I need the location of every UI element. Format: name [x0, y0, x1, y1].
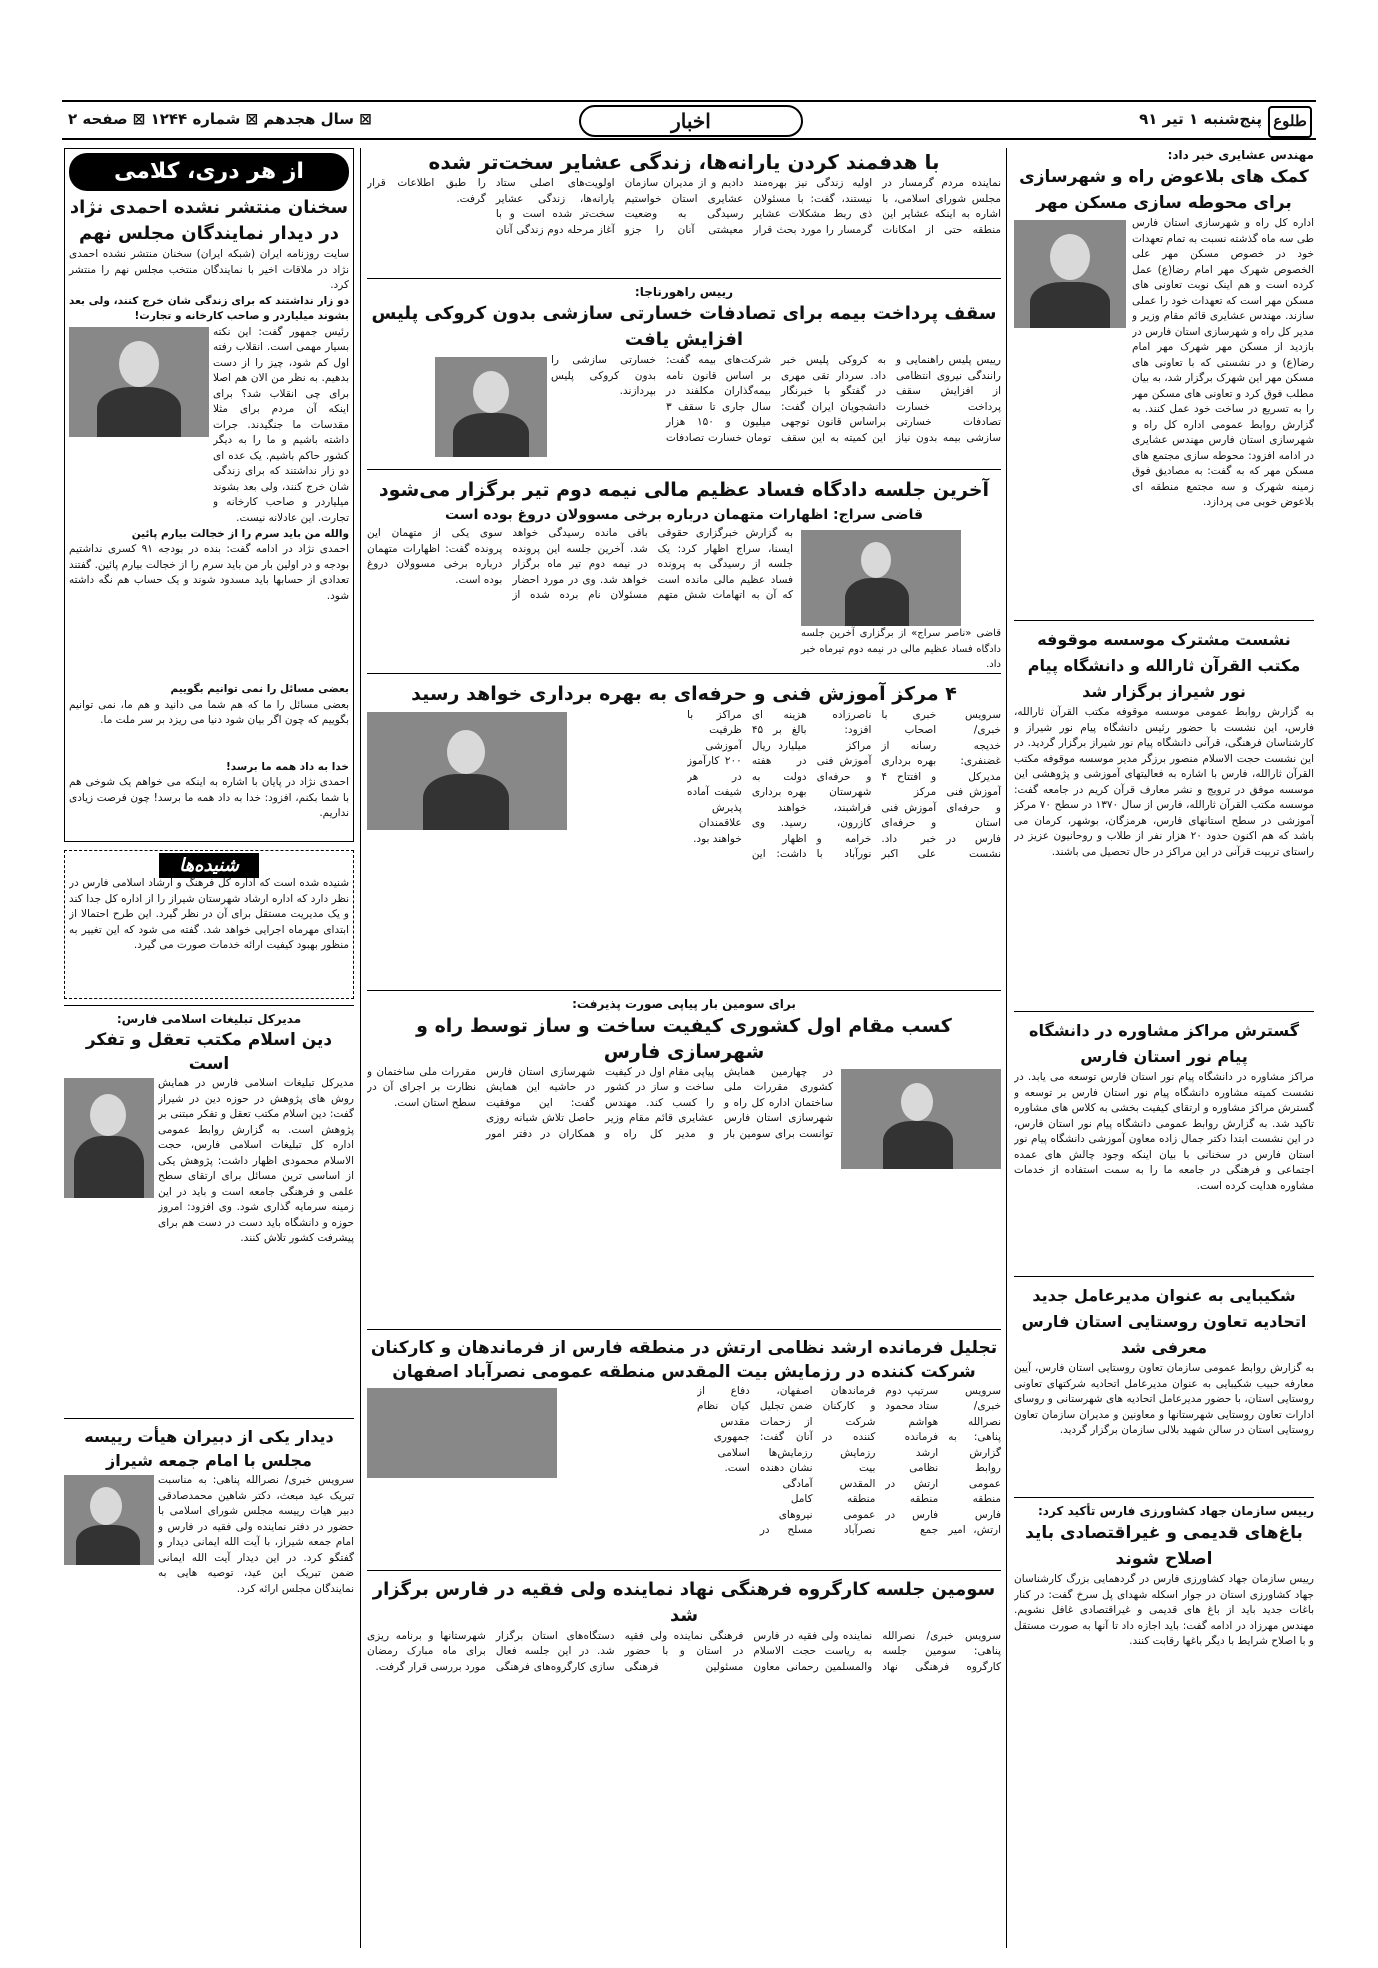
photo-block — [801, 530, 1001, 673]
news-photo — [367, 712, 567, 830]
rumors-title: شنیده‌ها — [159, 853, 259, 878]
article-body: اداره کل راه و شهرسازی استان فارس طی سه ماه گذشته نسبت به تمام تعهدات خود در خصوص مسکن مهر علی الخصوص شهرک مهر امام رضا(ع) عمل کرده است و هم اینک نوبت تعاونی های مسکن مهر است که تعهدات خود را عملی سازند. مهندس عشایری قائم مقام وزیر و مدیر کل راه و شهرسازی استان فارس در بازدید از مسکن مهر شهرک مهر امام رضا(ع) و در نشستی که با تعاونی های مسکن مهر این شهرک برگزار شد، به بیان مطلب فوق کرد و تعاونی های مسکن مهر را به تسریع در ساخت خود عمل کنند. به گزارش روابط عمومی اداره کل راه و شهرسازی استان فارس مهندس عشایری در ادامه افزود: محوطه سازی مجتمع های مسکن مهر که به گفت: به مصادیق فوق زمینه شهرک و سه مجتمع منطقه ای بلاعوض خوبی می پردازد. — [1132, 217, 1314, 508]
article-subhead: خدا به داد همه ما برسد! — [226, 760, 349, 773]
article-kicker: مهندس عشایری خبر داد: — [1167, 148, 1314, 162]
article-title: ۴ مرکز آموزش فنی و حرفه‌ای به بهره برداری خواهد رسید — [411, 682, 957, 705]
article-title: دیدار یکی از دبیران هیأت رییسه مجلس با امام جمعه شیراز — [84, 1427, 334, 1470]
left-column — [64, 148, 354, 1623]
section-title: اخبار — [579, 105, 803, 137]
article-title: کسب مقام اول کشوری کیفیت ساخت و ساز توسط راه و شهرسازی فارس — [416, 1014, 952, 1063]
article-title: سومین جلسه کارگروه فرهنگی نهاد نماینده ولی فقیه در فارس برگزار شد — [372, 1578, 996, 1626]
article-body: رییس پلیس راهنمایی و رانندگی نیروی انتظامی از افزایش سقف پرداخت خسارت تصادفات خسارتی سازشی بیمه بدون نیاز به کروکی پلیس خبر داد. سردار تقی مهری در گفتگو با خبرنگار دانشجویان ایران گفت: براساس قانون توجهی این کمیته به این سقف شرکت‌های بیمه گفت: بر اساس قانون نامه بیمه‌گذاران مکلفند در سال جاری تا سقف ۳ میلیون و ۱۵۰ هزار تومان خسارت تصادفات خسارتی سازشی را بدون کروکی پلیس بپردازند. — [551, 354, 1001, 444]
news-photo — [1014, 220, 1126, 328]
news-photo — [69, 327, 209, 437]
lead-title: با هدفمند کردن یارانه‌ها، زندگی عشایر سخت‌تر شده — [428, 150, 940, 174]
article-subhead: بعضی مسائل را نمی توانیم بگوییم — [170, 683, 349, 695]
article-title: دین اسلام مکتب تعقل و تفکر است — [85, 1030, 333, 1074]
article-body: احمدی نژاد در ادامه گفت: بنده در بودجه ۹۱ کسری نداشتیم بودجه و در اولین بار من باید سرم را از خجالت بیارم پائین. گفتند تعدادی از حسابها باید مسدود شوند و یک حساب هم نگه داشته شود. — [69, 543, 349, 602]
article-body: سرویس خبری/ نصرالله پناهی: سومین جلسه کارگروه فرهنگی نهاد نماینده ولی فقیه در فارس به ریاست حجت الاسلام والمسلمین رحمانی معاون فرهنگی نماینده ولی فقیه در استان و با حضور مسئولین فرهنگی دستگاه‌های استان برگزار شد. در این جلسه فعال سازی کارگروه‌های فرهنگی شهرستانها و برنامه ریزی برای ماه مبارک رمضان مورد بررسی قرار گرفت. — [367, 1629, 1001, 1673]
article-title: نشست مشترک موسسه موقوفه مکتب القرآن ثارالله و دانشگاه پیام نور شیراز برگزار شد — [1027, 630, 1301, 701]
article-body: رییس سازمان جهاد کشاورزی فارس در گردهمایی بزرگ کارشناسان جهاد کشاورزی استان در جوار اسکله شهدای پل سرخ گفت: در کنار باغات جدید باید از باغ های قدیمی و غیراقتصادی غافل نشویم. مهندس مهرزاد در ادامه گفت: باید اجازه داد تا آنها به صورت مستقل و با اصلاح شرایط با دیگر باغها رقابت کنند. — [1014, 1573, 1314, 1647]
news-photo — [64, 1475, 154, 1565]
center-column — [367, 148, 1001, 1735]
article-body: مراکز مشاوره در دانشگاه پیام نور استان فارس توسعه می یابد. در نشست کمیته مشاوره دانشگاه پیام نور استان فارس بر توسعه و گسترش مراکز مشاوره و ارتقای کیفیت بخشی به کلاس های مشاوره تاکید شد. به گزارش روابط عمومی دانشگاه پیام نور استان فارس، در این نشست ابتدا دکتر جمال زاده معاون آموزشی دانشگاه پیام نور استان فارس در سخنانی با بیان اینکه وجود چالش های عمده اجتماعی و فرهنگی در جامعه ما را به سمت استفاده از خدمات مشاوره هدایت کرده است. — [1014, 1071, 1314, 1192]
masthead — [62, 100, 1316, 140]
article-body: سرویس خبری/ خدیجه غضنفری: مدیرکل آموزش فنی و حرفه‌ای استان فارس در نشست خبری با اصحاب رسانه از بهره برداری و افتتاح ۴ مرکز آموزش فنی و حرفه‌ای خبر داد. علی اکبر ناصرزاده افزود: مراکز آموزش فنی و حرفه‌ای شهرستان فراشبند، کازرون، خرامه و نورآباد با هزینه ای بالغ بر ۴۵ میلیارد ریال در هفته دولت به بهره برداری خواهند رسید. وی اظهار داشت: این مراکز با ظرفیت آموزشی ۲۰۰ کارآموز در هر شیفت آماده پذیرش علاقمندان خواهند بود. — [687, 708, 1001, 860]
article-lead: سایت روزنامه ایران (شبکه ایران) سخنان منتشر نشده احمدی نژاد در ملاقات اخیر با نمایندگان منتخب مجلس نهم را منتشر کرد. — [69, 248, 349, 291]
article-kicker: مدیرکل تبلیغات اسلامی فارس: — [116, 1012, 302, 1026]
article-kicker: رییس راهورناجا: — [634, 285, 734, 299]
article-body: به گزارش روابط عمومی موسسه موقوفه مکتب القرآن ثارالله، فارس، این نشست با حضور رئیس دانشگاه پیام نور شیراز و کارشناسان فرهنگی، قرآنی دانشگاه پیام نور شیراز برگزار گردید. در این نشست حجت الاسلام منصور برزگر مدیر موسسه موقوفه مکتب القرآن ثارالله، فارس با اشاره به فعالیتهای آموزشی و پژوهشی این موسسه موفق در ترویج و نشر معارف قرآن کریم در جامعه گفت: موسسه مکتب القرآن ثارالله، فارس از سال ۱۳۷۰ در سطح ۷۰ مرکز آموزشی در سطح استانهای فارس، هرمزگان، بوشهر، کرمان می باشد که هم اکنون حدود ۲۰ هزار نفر از طلاب و روحانیون عزیز در راستای تربیت قرآنی در این مراکز در حال تحصیل می باشند. — [1014, 706, 1314, 858]
feature-box — [64, 148, 354, 842]
article-body: به گزارش روابط عمومی سازمان تعاون روستایی استان فارس، آیین معارفه حبیب شکیبایی به عنوان مدیرعامل اتحادیه شرکتهای تعاونی روستایی استان، با حضور مدیرعامل اتحادیه های شهرستانی و روسای ادارات تعاون روستایی شهرستانها و معاونین و مدیران سازمان تعاون روستایی استان در سالن شهید بلالی سازمان برگزار گردید. — [1014, 1362, 1314, 1436]
column-divider — [360, 148, 361, 1948]
article-body: در چهارمین همایش کشوری مقررات ملی ساختمان اداره کل راه و شهرسازی استان فارس توانست برای سومین بار پیاپی مقام اول در کیفیت ساخت و ساز در کشور را کسب کند. مهندس عشایری قائم مقام وزیر و مدیر کل راه و شهرسازی استان فارس در حاشیه این همایش گفت: این موفقیت حاصل تلاش شبانه روزی همکاران در دفتر امور مقررات ملی ساختمان و نظارت بر اجرای آن در سطح استان است. — [367, 1065, 833, 1140]
right-column — [1014, 148, 1314, 1792]
photo-caption: قاضی «ناصر سراج» از برگزاری آخرین جلسه دادگاه فساد عظیم مالی در نیمه دوم تیرماه خبر داد. — [801, 628, 1001, 670]
article-subhead: دو زار نداشتند که برای زندگی شان خرج کنند، ولی بعد بشوند میلیاردر و صاحب کارخانه و تجارت! — [69, 294, 349, 322]
newspaper-page — [62, 100, 1316, 1950]
news-photo — [435, 357, 547, 457]
article-title: کمک های بلاعوض راه و شهرسازی برای محوطه سازی مسکن مهر — [1019, 167, 1309, 213]
column-divider — [1006, 148, 1007, 1948]
article-title: آخرین جلسه دادگاه فساد عظیم مالی نیمه دوم تیر برگزار می‌شود — [378, 479, 990, 501]
article-subhead: والله من باید سرم را از خجالت بیارم پائین — [131, 527, 349, 540]
article-subtitle: قاضی سراج: اظهارات متهمان درباره برخی مسوولان دروغ بوده است — [444, 507, 924, 523]
article-title: شکیبایی به عنوان مدیرعامل جدید اتحادیه تعاون روستایی استان فارس معرفی شد — [1021, 1286, 1307, 1357]
article-body: سرویس خبری/ نصرالله پناهی: به مناسبت تبریک عید مبعث، دکتر شاهین محمدصادقی دبیر هیات رییسه مجلس شورای اسلامی با حضور در دفتر نماینده ولی فقیه در فارس و امام جمعه شیراز، با آیت الله ایمانی دیدار و گفتگو کرد. در این دیدار آیت الله ایمانی ضمن تبریک این عید، توصیه هایی به نمایندگان مجلس ارائه کرد. — [158, 1474, 354, 1595]
article-title: باغ‌های قدیمی و غیراقتصادی باید اصلاح شوند — [1025, 1523, 1303, 1569]
news-photo — [64, 1078, 154, 1198]
article-body: احمدی نژاد در پایان با اشاره به اینکه می خواهم یک شوخی هم با شما بکنم، افزود: خدا به داد همه ما برسد! چون فرصت زیادی نداریم. — [69, 776, 349, 819]
article-title: تجلیل فرمانده ارشد نظامی ارتش در منطقه فارس از فرماندهان و کارکنان شرکت کننده در رزمایش بیت المقدس منطقه عمومی نصرآباد اصفهان — [370, 1337, 998, 1382]
article-body: شنیده شده است که اداره کل فرهنگ و ارشاد اسلامی فارس در نظر دارد که اداره ارشاد شهرستان شیراز را از اداره کل جدا کند و یک مدیریت مستقل برای آن در نظر گیرد. این طرح احتمالا از ابتدای مهرماه اجرایی خواهد شد. گفته می شود که این تغییر به منظور بهبود کیفیت ارائه خدمات صورت می گیرد. — [69, 877, 349, 951]
article-title: سقف پرداخت بیمه برای تصادفات خسارتی سازشی بدون کروکی پلیس افزایش یافت — [371, 303, 997, 350]
article-body: بعضی مسائل را ما که هم شما می دانید و هم ما، نمی توانیم بگوییم که چون اگر بیان شود دنیا می ریزد بر سر ملت ما. — [69, 698, 349, 726]
newspaper-logo: طلوع — [1268, 106, 1312, 138]
issue-info: ⊠ سال هجدهم ⊠ شماره ۱۲۴۴ ⊠ صفحه ۲ — [68, 110, 372, 128]
article-body: رئیس جمهور گفت: این نکته بسیار مهمی است. انقلاب رفته اول کم شود، چیز را از دست بدهیم. به نظر من الان هم اصلا برای چی انقلاب شد؟ برای اینکه آن مردم برای مثلا مقدسات ما جنگیدند. جرات داشته باشیم و ما را به دیگر کشور حاکم باشیم. یک عده ای دو زار نداشتند که برای زندگی شان خرج کنند، ولی بعد بشوند میلیاردر و صاحب کارخانه و تجارت. این عادلانه نیست. — [213, 325, 349, 524]
news-photo — [801, 530, 961, 626]
article-body: مدیرکل تبلیغات اسلامی فارس در همایش روش های پژوهش در حوزه دین در شیراز گفت: دین اسلام مکتب تعقل و تفکر مبتنی بر پژوهش است. به گزارش روابط عمومی اداره کل تبلیغات اسلامی فارس، حجت الاسلام محمودی اظهار داشت: پژوهش یکی از اساسی ترین مسائل برای ارتقای سطح علمی و فرهنگی جامعه است و باید در این زمینه سرمایه گذاری شود. وی افزود: امروز حوزه و دانشگاه باید دست در دست هم برای پیشرفت کشور تلاش کنند. — [158, 1077, 354, 1244]
article-body: به گزارش خبرگزاری حقوقی ایسنا، سراج اظهار کرد: یک جلسه از رسیدگی به پرونده فساد عظیم مالی مانده است که آن به اتهامات شش متهم باقی مانده رسیدگی خواهد شد. آخرین جلسه این پرونده در نیمه دوم تیر ماه برگزار خواهد شد. وی در مورد احضار مسئولان نام برده شده از سوی یکی از متهمان این پرونده گفت: اظهارات متهمان درباره برخی مسوولان دروغ بوده است. — [367, 527, 793, 601]
news-photo — [367, 1388, 557, 1478]
article-kicker: برای سومین بار پیاپی صورت پذیرفت: — [572, 996, 796, 1011]
rumors-box — [64, 850, 354, 999]
article-title: سخنان منتشر نشده احمدی نژاد در دیدار نمایندگان مجلس نهم — [69, 197, 349, 244]
news-photo — [841, 1069, 1001, 1169]
article-body: نماینده مردم گرمسار در مجلس شورای اسلامی، با اشاره به اینکه عشایر این منطقه حتی از امکانات اولیه زندگی نیز بهره‌مند نیستند، گفت: با مسئولان ذی ربط مشکلات عشایر گرمسار را مورد بحث قرار دادیم و از مدیران سازمان عشایری استان خواستیم رسیدگی به وضعیت معیشتی آنان را جزو اولویت‌های اصلی ستاد یارانه‌ها، زندگی عشایر سخت‌تر شده است و با آغاز مرحله دوم زندگی آنان را طبق اطلاعات قرار گرفت. — [367, 177, 1001, 236]
feature-banner: از هر دری، کلامی — [69, 153, 349, 191]
article-body: سرویس خبری/ نصرالله پناهی: به گزارش روابط عمومی منطقه فارس ارتش، امیر سرتیپ دوم ستاد محمود هواشم فرمانده ارشد نظامی ارتش در منطقه فارس در جمع فرماندهان و کارکنان شرکت کننده در رزمایش بیت المقدس منطقه عمومی نصرآباد اصفهان، ضمن تجلیل از زحمات آنان گفت: رزمایش‌ها نشان دهنده آمادگی کامل نیروهای مسلح در دفاع از کیان نظام مقدس جمهوری اسلامی است. — [697, 1384, 1001, 1536]
article-title: گسترش مراکز مشاوره در دانشگاه پیام نور استان فارس — [1029, 1021, 1299, 1066]
article-kicker: رییس سازمان جهاد کشاورزی فارس تأکید کرد: — [1038, 1504, 1314, 1518]
issue-date: پنج‌شنبه ۱ تیر ۹۱ — [1139, 110, 1262, 128]
